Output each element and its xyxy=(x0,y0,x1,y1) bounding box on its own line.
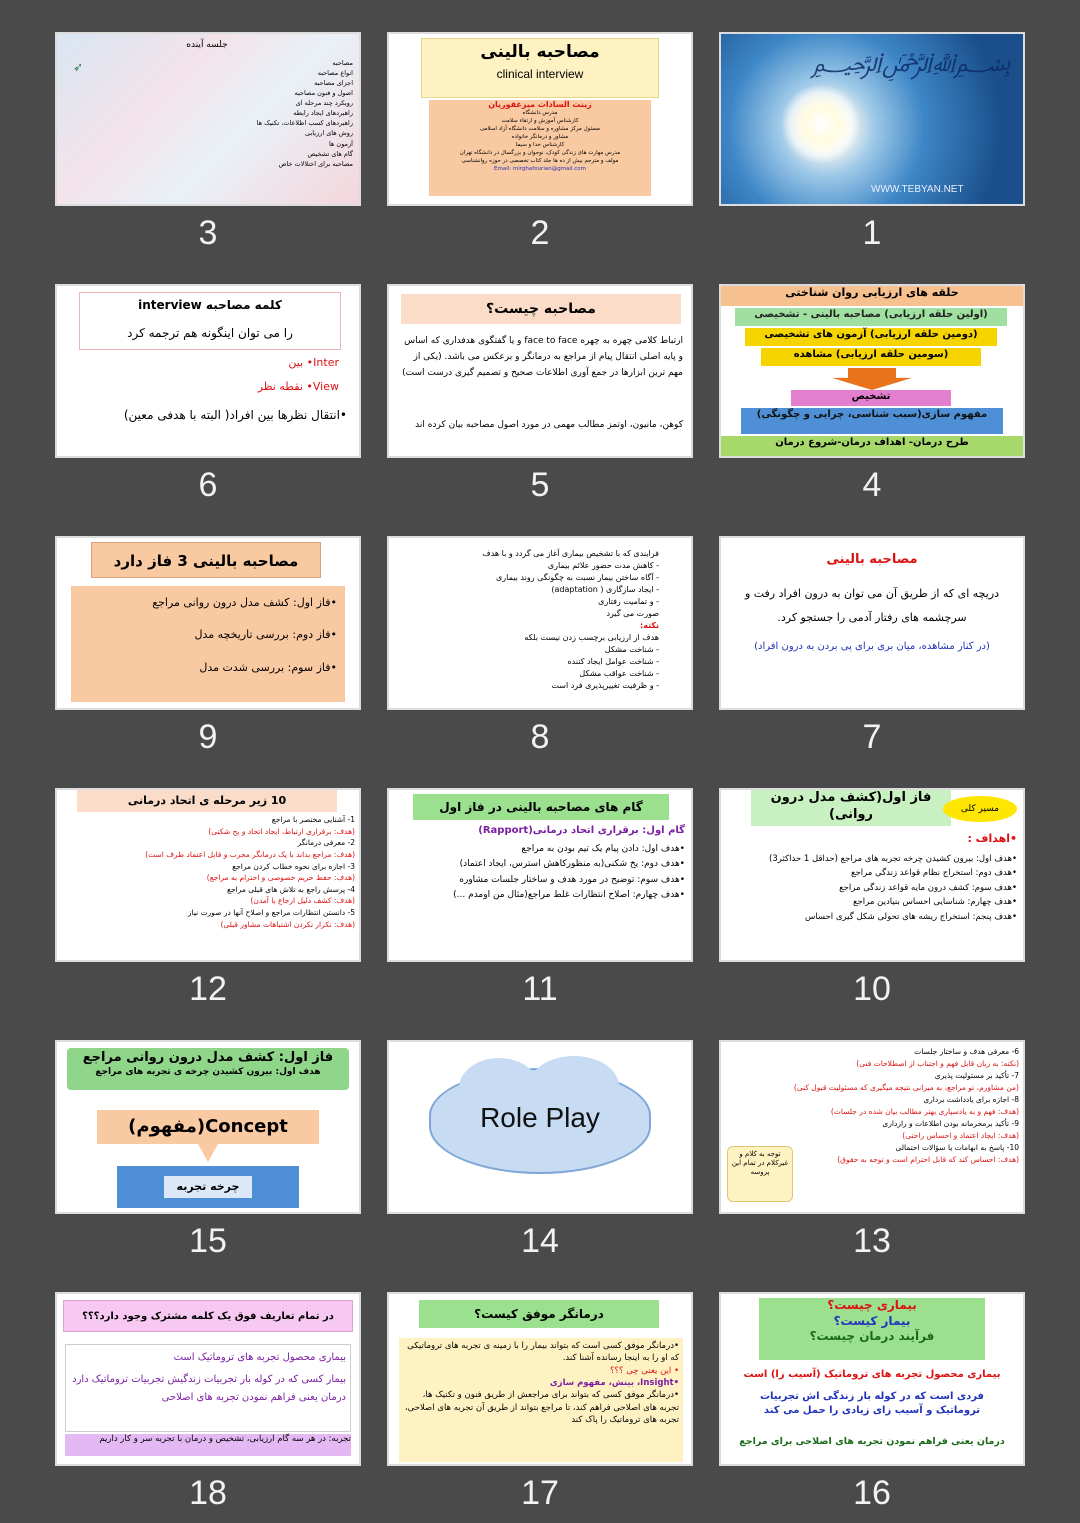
body-line: (هدف: تکرار نکردن اشتباهات مشاور قبلی) xyxy=(220,919,355,929)
slide-10[interactable] xyxy=(719,788,1025,962)
slide-body: ارتباط کلامی چهره به چهره face to face و یا گفتگوی هدفداری که اساس و پایه اصلی انتقال پیام از مراجع به درمانگر و برعکس می باشد. (یکی از مهم ترین ابزارها در جمع آوری اطلاعات صحیح و تصمیم گیری درست است) xyxy=(402,336,683,378)
slide-number: 17 xyxy=(521,1474,559,1512)
body-line: 2- معرفی درمانگر xyxy=(297,838,355,848)
slide-number: 3 xyxy=(198,214,218,252)
slide-title: فاز اول: کشف مدل درون روانی مراجع xyxy=(82,1050,334,1065)
body-line: •درمانگر موفق کسی است که بتواند بیمار را با زمینه ی تجربه های تروماتیکی که او را به اینجا رسانده آشنا کند. xyxy=(407,1341,679,1364)
slide-body xyxy=(63,814,355,930)
concept-box: Concept(مفهوم) xyxy=(97,1110,319,1144)
slide-title: 10 زیر مرحله ی اتحاد درمانی xyxy=(77,790,337,812)
definition-2: بیمار کسی که در کوله بار تجربیات زندگیش تجربیات تروماتیک دارد xyxy=(72,1374,346,1385)
slide-thumbnail-1[interactable] xyxy=(719,32,1025,252)
question-2: بیمار کیست؟ xyxy=(833,1313,911,1328)
slide-thumbnail-17[interactable] xyxy=(387,1292,693,1512)
body-line: (هدف: ایجاد اعتماد و احساس راحتی) xyxy=(902,1131,1019,1140)
step-goals xyxy=(397,842,685,903)
body-line: 5- دانستن انتظارات مراجع و اصلاح آنها در صورت نیاز xyxy=(187,908,355,917)
slide-number: 13 xyxy=(853,1222,891,1260)
question-3: فرآیند درمان چیست؟ xyxy=(809,1329,935,1344)
flower-icon xyxy=(781,84,861,164)
view-line: View• نقطه نظر xyxy=(257,380,339,393)
body-line: - ایجاد سازگاری ( adaptation) xyxy=(551,585,659,594)
slide-number: 1 xyxy=(862,214,882,252)
slide-footnote: کوهن، مانیون، اوتمز مطالب مهمی در مورد اصول مصاحبه بیان کرده اند xyxy=(415,420,683,430)
ring-1: (اولین حلقه ارزیابی) مصاحبه بالینی - تشخیصی xyxy=(735,308,1007,326)
slide-thumbnail-11[interactable] xyxy=(387,788,693,1008)
slide-thumbnail-10[interactable] xyxy=(719,788,1025,1008)
conceptualization-box: مفهوم سازی(سبب شناسی، چرایی و چگونگی) xyxy=(741,408,1003,434)
goal-item: •هدف اول: بیرون کشیدن چرخه تجربه های مراجع (حداقل 1 حداکثر3) xyxy=(769,854,1017,864)
slide-subtitle: clinical interview xyxy=(496,67,584,82)
author-line: مدرس مهارت های زندگی کودک، نوجوان و بزرگسال در دانشگاه تهران xyxy=(459,150,621,157)
answer-3: درمان یعنی فراهم نمودن تجربه های اصلاحی برای مراجع xyxy=(739,1436,1005,1447)
slide-3[interactable] xyxy=(55,32,361,206)
definition-3: درمان یعنی فراهم نمودن تجربه های اصلاحی xyxy=(161,1392,346,1403)
phase-2: •فاز دوم: بررسی تاریخچه مدل xyxy=(194,628,337,642)
cycle-label: چرخه تجربه xyxy=(164,1176,252,1198)
author-lines xyxy=(429,110,651,174)
goal-item: •هدف پنجم: استخراج ریشه های تحولی شکل گیری احساس xyxy=(804,911,1017,922)
slide-8[interactable] xyxy=(387,536,693,710)
overall-path-badge: مسیر کلی xyxy=(943,796,1017,822)
slide-title: در تمام تعاریف فوق یک کلمه مشترک وجود دارد؟؟؟ xyxy=(63,1300,353,1332)
body-line: (هدف: فهم و به یادسپاری بهتر مطالب بیان شده در جلسات) xyxy=(830,1107,1019,1116)
body-line: (هدف: کشف دلیل ارجاع یا آمدن) xyxy=(250,896,355,906)
slide-thumbnail-16[interactable] xyxy=(719,1292,1025,1512)
goal-item: •هدف سوم: توضیح در مورد هدف و ساختار جلسات مشاوره xyxy=(459,874,685,885)
body-line: • این یعنی چی ؟؟؟ xyxy=(609,1365,679,1376)
body-line: - شناخت عوامل ایجاد کننده xyxy=(567,657,659,666)
experience-note: تجربه: در هر سه گام ارزیابی، تشخیص و درمان با تجربه سر و کار داریم xyxy=(65,1434,351,1456)
slide-thumbnail-8[interactable] xyxy=(387,536,693,756)
slide-number: 4 xyxy=(862,466,882,504)
body-line: •Insight، بینش، مفهوم سازی xyxy=(549,1377,679,1388)
slide-number: 14 xyxy=(521,1222,559,1260)
slide-number: 16 xyxy=(853,1474,891,1512)
phase-1: •فاز اول: کشف مدل درون روانی مراجع xyxy=(152,596,337,609)
attention-note: توجه به کلام و غیرکلام در تمام این پروسه xyxy=(727,1146,793,1202)
inter-line: Inter• بین xyxy=(288,356,339,369)
slide-title: مصاحبه چیست؟ xyxy=(401,294,681,324)
slide-thumbnail-15[interactable] xyxy=(55,1040,361,1260)
agenda-item: انواع مصاحبه xyxy=(317,69,353,78)
header-bar: حلقه های ارزیابی روان شناختی xyxy=(721,286,1023,306)
slide-number: 8 xyxy=(530,718,550,756)
body-line: 1- آشنایی مختصر با مراجع xyxy=(271,815,355,824)
ring-2: (دومین حلقه ارزیابی) آزمون های تشخیصی xyxy=(745,328,997,346)
title-box xyxy=(421,38,659,98)
body-line: (هدف: احساس کند که قابل احترام است و توجه به حقوق) xyxy=(837,1155,1019,1164)
step-heading: گام اول: برقراری اتحاد درمانی(Rapport) xyxy=(478,825,685,836)
slide-4[interactable] xyxy=(719,284,1025,458)
slide-title: جلسه آینده xyxy=(186,40,228,50)
slide-thumbnail-9[interactable] xyxy=(55,536,361,756)
slide-thumbnail-2[interactable] xyxy=(387,32,693,252)
author-line: مسئول مرکز مشاوره و سلامت دانشگاه آزاد اسلامی xyxy=(480,126,600,133)
definitions-box xyxy=(65,1344,351,1432)
goal-item: •هدف سوم: کشف درون مایه قواعد زندگی مراجع xyxy=(839,882,1017,893)
down-arrow-icon xyxy=(832,368,912,390)
goal-item: •هدف دوم: یخ شکنی(به منظورکاهش استرس، ایجاد اعتماد) xyxy=(459,859,685,870)
down-arrow-icon xyxy=(198,1144,218,1162)
agenda-item: راهبردهای کسب اطلاعات، تکنیک ها xyxy=(256,119,353,128)
content-box xyxy=(399,1338,683,1462)
slide-number: 6 xyxy=(198,466,218,504)
slide-1[interactable] xyxy=(719,32,1025,206)
slide-thumbnail-4[interactable] xyxy=(719,284,1025,504)
slide-9[interactable] xyxy=(55,536,361,710)
slide-thumbnail-5[interactable] xyxy=(387,284,693,504)
author-email: Email: mirghafourian@gmail.com xyxy=(494,166,586,173)
slide-thumbnail-14[interactable] xyxy=(387,1040,693,1260)
answer-2: فردی است که در کوله بار زندگی اش تجربیات تروماتیک و آسیب زای زیادی را حمل می کند xyxy=(760,1391,984,1416)
body-line: - آگاه ساختن بیمار نسبت به چگونگی روند بیماری xyxy=(496,573,659,582)
slide-title: درمانگر موفق کیست؟ xyxy=(419,1300,659,1328)
agenda-item: اجزای مصاحبه xyxy=(314,79,353,88)
slide-thumbnail-7[interactable] xyxy=(719,536,1025,756)
body-line: (من مشاورم، تو مراجع، به میزانی نتیجه میگیری که مسئولیت قبول کنی) xyxy=(793,1083,1019,1092)
slide-16[interactable] xyxy=(719,1292,1025,1466)
phases-box xyxy=(71,586,345,702)
question-1: بیماری چیست؟ xyxy=(827,1298,917,1312)
body-line: هدف از ارزیابی برچسب زدن نیست بلکه xyxy=(524,633,659,642)
body-line: - و تمامیت رفتاری xyxy=(598,597,659,606)
slide-title: مصاحبه بالینی xyxy=(826,552,918,567)
body-line: - شناخت عواقب مشکل xyxy=(579,669,659,678)
slide-subtitle: هدف اول: بیرون کشیدن چرخه ی تجربه های مراجع xyxy=(95,1066,321,1077)
slide-thumbnail-3[interactable] xyxy=(55,32,361,252)
treatment-plan-box: طرح درمان- اهداف درمان-شروع درمان xyxy=(721,436,1023,456)
slide-7[interactable] xyxy=(719,536,1025,710)
goal-item: •هدف چهارم: شناسایی احساس بنیادین مراجع xyxy=(853,897,1017,908)
author-line: مولف و مترجم بیش از ده ها جلد کتاب تخصصی در حوزه روانشناسی xyxy=(461,158,619,165)
slide-thumbnail-13[interactable] xyxy=(719,1040,1025,1260)
agenda-item: راهبردهای ایجاد رابطه xyxy=(293,109,353,118)
author-line: مشاور و درمانگر خانواده xyxy=(511,134,569,141)
slide-number: 2 xyxy=(530,214,550,252)
body-line: 8- اجازه برای یادداشت برداری xyxy=(923,1095,1019,1104)
body-line: 10- پاسخ به ابهامات یا سؤالات احتمالی xyxy=(895,1143,1019,1152)
slide-note: (در کنار مشاهده، میان بری برای پی بردن به درون افراد) xyxy=(754,641,990,652)
author-name: زینت السادات میرغفوریان xyxy=(488,100,592,109)
agenda-item: رویکرد چند مرحله ای xyxy=(295,99,353,108)
phase-3: •فاز سوم: بررسی شدت مدل xyxy=(199,660,337,674)
answer-1: بیماری محصول تجربه های تروماتیک (آسیب زا) است xyxy=(743,1369,1001,1380)
slide-number: 11 xyxy=(522,970,558,1008)
slide-thumbnail-6[interactable] xyxy=(55,284,361,504)
slide-title: کلمه مصاحبه interview xyxy=(138,298,282,312)
slide-number: 9 xyxy=(198,718,218,756)
title-box xyxy=(759,1298,985,1360)
slide-number: 10 xyxy=(853,970,891,1008)
slide-number: 7 xyxy=(862,718,882,756)
slide-2[interactable] xyxy=(387,32,693,206)
diagnosis-box: تشخیص xyxy=(791,390,951,406)
body-line: 3- اجازه برای نحوه خطاب کردن مراجع xyxy=(232,861,355,871)
slide-title: فاز اول(کشف مدل درون روانی) xyxy=(751,790,951,826)
calligraphy-logo: ﷽ xyxy=(811,48,1011,78)
body-line: 9- تأکید برمحرمانه بودن اطلاعات و رازداری xyxy=(882,1119,1019,1128)
body-line: - کاهش مدت حضور علائم بیماری xyxy=(547,561,659,570)
slide-12[interactable] xyxy=(55,788,361,962)
cycle-box xyxy=(117,1166,299,1208)
goals-list xyxy=(727,852,1017,924)
slide-title: گام های مصاحبه بالینی در فاز اول xyxy=(413,794,669,820)
slide-line-2: را می توان اینگونه هم ترجمه کرد xyxy=(127,326,293,340)
slide-18[interactable] xyxy=(55,1292,361,1466)
body-line: صورت می گیرد xyxy=(606,609,659,618)
body-line: (هدف: برقراری ارتباط، ایجاد اتحاد و یخ شکنی) xyxy=(208,826,355,836)
agenda-item: روش های ارزیابی xyxy=(305,129,353,138)
definition-1: بیماری محصول تجربه های تروماتیک است xyxy=(173,1352,346,1363)
slide-number: 12 xyxy=(189,970,227,1008)
brand-label: WWW.TEBYAN.NET xyxy=(871,184,964,195)
slide-body xyxy=(419,548,659,692)
goal-item: •هدف چهارم: اصلاح انتظارات غلط مراجع(مثال من اومدم ...) xyxy=(453,889,685,900)
body-line: فرایندی که با تشخیص بیماری آغاز می گردد و با هدف xyxy=(482,549,659,558)
role-play-label: Role Play xyxy=(480,1102,600,1133)
bird-icon: ➶ xyxy=(72,60,83,74)
author-line: کارشناس آموزش و ارتقاء سلامت xyxy=(501,118,579,125)
ring-3: (سومین حلقه ارزیابی) مشاهده xyxy=(761,348,981,366)
slide-title: مصاحبه بالینی 3 فاز دارد xyxy=(91,542,321,578)
slide-number: 18 xyxy=(189,1474,227,1512)
body-line: - شناخت مشکل xyxy=(604,645,659,654)
slide-title: مصاحبه بالینی xyxy=(480,42,600,62)
goal-item: •هدف دوم: استخراج نظام قواعد زندگی مراجع xyxy=(850,868,1017,879)
author-line: مدرس دانشگاه xyxy=(522,110,558,117)
agenda-item: آزمون ها xyxy=(328,139,353,148)
slide-5[interactable] xyxy=(387,284,693,458)
slide-11[interactable] xyxy=(387,788,693,962)
agenda-item: اصول و فنون مصاحبه xyxy=(294,89,353,98)
slide-number: 5 xyxy=(530,466,550,504)
body-line: - و ظرفیت تغییرپذیری فرد است xyxy=(551,681,659,690)
agenda-item: مصاحبه برای اختلالات خاص xyxy=(278,159,353,168)
body-line: نکته: xyxy=(640,621,659,630)
agenda-item: مصاحبه xyxy=(332,59,353,67)
goals-heading: •اهداف : xyxy=(967,832,1017,845)
slide-body xyxy=(399,1338,683,1428)
slide-6[interactable] xyxy=(55,284,361,458)
body-line: 6- معرفی هدف و ساختار جلسات xyxy=(914,1047,1019,1056)
slide-body: دریچه ای که از طریق آن می توان به درون افراد رفت و سرچشمه های رفتار آدمی را جستجو کرد. xyxy=(744,587,1000,625)
agenda-list xyxy=(193,58,353,169)
body-line: •درمانگر موفق کسی که بتواند برای مراجعش از طریق فنون و تکنیک ها، تجربه های اصلاحی فراهم کند، تا مراجع بتواند از طریق آن تجربه های اصلاحی، تجربه های تروماتیک را پاک کند xyxy=(404,1390,679,1425)
title-box xyxy=(67,1048,349,1090)
author-box xyxy=(429,100,651,196)
summary-line: •انتقال نظرها بین افراد( البته با هدفی معین) xyxy=(123,408,347,422)
goal-item: •هدف اول: دادن پیام یک تیم بودن به مراجع xyxy=(521,844,685,854)
author-line: کارشناس خدا و سیما xyxy=(515,142,565,149)
slide-thumbnail-12[interactable] xyxy=(55,788,361,1008)
body-line: (هدف: مراجع بداند با یک درمانگر مجرب و قابل اعتماد طرف است) xyxy=(145,849,355,859)
slide-number: 15 xyxy=(189,1222,227,1260)
body-line: 7- تأکید بر مسئولیت پذیری xyxy=(934,1071,1019,1080)
body-line: 4- پرسش راجع به تلاش های قبلی مراجع xyxy=(227,884,355,894)
slide-thumbnail-18[interactable] xyxy=(55,1292,361,1512)
body-line: (هدف: حفظ حریم خصوصی و احترام به مراجع) xyxy=(206,873,355,883)
slide-17[interactable] xyxy=(387,1292,693,1466)
body-line: (نکته: به زبان قابل فهم و اجتناب از اصطلاحات فنی) xyxy=(856,1059,1019,1068)
slide-15[interactable] xyxy=(55,1040,361,1214)
slide-14[interactable] xyxy=(387,1040,693,1214)
agenda-item: گام های تشخیص xyxy=(307,149,353,158)
slide-13[interactable] xyxy=(719,1040,1025,1214)
